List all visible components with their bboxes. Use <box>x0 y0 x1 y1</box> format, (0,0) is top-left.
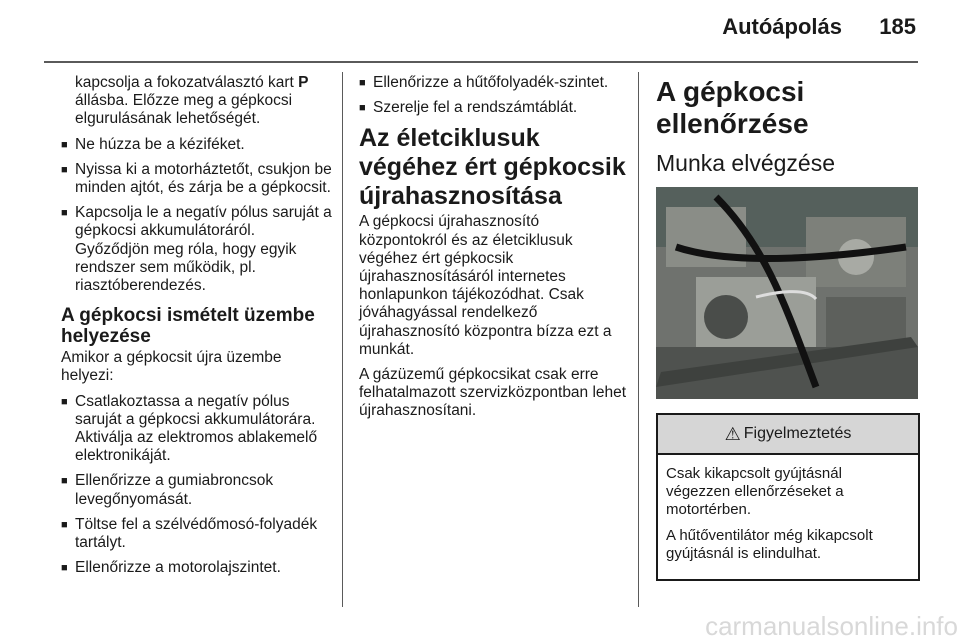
warning-triangle-icon: ⚠ <box>724 423 741 444</box>
page-number: 185 <box>879 14 916 39</box>
list-item <box>61 161 333 197</box>
section-title: Autóápolás <box>722 14 842 39</box>
intro-text: Amikor a gépkocsit újra üzembe helyezi: <box>61 349 282 385</box>
warning-body <box>658 455 918 579</box>
bullet-icon: ■ <box>61 163 68 176</box>
bullet-icon: ■ <box>61 518 68 531</box>
header-divider <box>44 61 918 63</box>
continued-text-pre: kapcsolja a fokozatválasztó kart <box>75 74 299 91</box>
bullet-icon: ■ <box>61 562 68 575</box>
list-item-text: Ellenőrizze a hűtőfolyadék-szintet. <box>373 74 609 91</box>
list-item-text: Ellenőrizze a motorolajszintet. <box>75 559 281 577</box>
list-item <box>61 516 333 552</box>
list-item-text: Nyissa ki a motorháztetőt, csukjon be minden ajtót, és zárja be a gépkocsit. <box>75 160 332 197</box>
list-item <box>61 393 333 466</box>
right-column <box>656 76 922 581</box>
section-heading: A gépkocsi ismételt üzembe helyezése <box>61 305 315 348</box>
warning-text: Csak kikapcsolt gyújtásnál végezzen ellenőrzéseket a motortérben. <box>666 465 844 518</box>
list-item <box>61 204 333 295</box>
continued-text <box>61 74 333 129</box>
list-item <box>61 472 333 508</box>
bullet-icon: ■ <box>359 102 366 115</box>
list-item <box>359 99 631 117</box>
page-header <box>0 0 960 56</box>
warning-box <box>656 413 920 581</box>
list-item <box>61 559 333 577</box>
warning-text: A hűtőventilátor még kikapcsolt gyújtásnál is elindulhat. <box>666 527 873 562</box>
engine-bay-illustration <box>656 187 918 399</box>
bullet-icon: ■ <box>61 475 68 488</box>
left-column <box>61 74 333 584</box>
bullet-icon: ■ <box>61 138 68 151</box>
list-item <box>61 136 333 154</box>
chapter-title: A gépkocsi ellenőrzése <box>656 76 809 139</box>
list-item-text: Szerelje fel a rendszámtáblát. <box>373 99 578 117</box>
list-item-text: Ellenőrizze a gumiabroncsok levegőnyomását. <box>75 472 274 508</box>
middle-column <box>359 74 631 428</box>
column-divider-2 <box>638 72 639 607</box>
gear-p-label: P <box>298 74 309 91</box>
warning-title: Figyelmeztetés <box>743 424 852 442</box>
bullet-icon: ■ <box>359 77 366 89</box>
continued-text-post: állásba. Előzze meg a gépkocsi elgurulásának lehetőségét. <box>75 92 293 128</box>
list-item-text: Ne húzza be a kéziféket. <box>75 135 245 153</box>
column-divider-1 <box>342 72 343 607</box>
list-item <box>359 74 631 92</box>
bullet-icon: ■ <box>61 395 68 408</box>
list-item-text: Töltse fel a szélvédőmosó-folyadék tartályt. <box>75 515 318 552</box>
engine-bay-photo <box>656 187 918 399</box>
list-item-text: Csatlakoztassa a negatív pólus saruját a gépkocsi akkumulátorára. Aktiválja az elektromos ablakemelő elektronikáját. <box>75 392 318 465</box>
warning-header <box>658 415 918 455</box>
bullet-icon: ■ <box>61 207 68 220</box>
paragraph: A gázüzemű gépkocsikat csak erre felhatalmazott szervizközpontban lehet újrahasznosítani. <box>359 366 627 420</box>
paragraph: A gépkocsi újrahasznosító központokról és az életciklusuk végéhez ért gépkocsik újrahasznosításáról internetes honlapunkon tájékozódhat. Csak jóváhagyással rendelkező újrahasznosító központra bízza ezt a munkát. <box>359 213 612 358</box>
section-heading: Az életciklusuk végéhez ért gépkocsik újrahasznosítása <box>359 124 626 211</box>
subsection-title: Munka elvégzése <box>656 150 835 176</box>
list-item-text: Kapcsolja le a negatív pólus saruját a gépkocsi akkumulátoráról. Győződjön meg róla, hogy egyik rendszer sem működik, pl. riasztóberendezés. <box>75 204 332 295</box>
watermark: carmanualsonline.info <box>705 611 958 641</box>
